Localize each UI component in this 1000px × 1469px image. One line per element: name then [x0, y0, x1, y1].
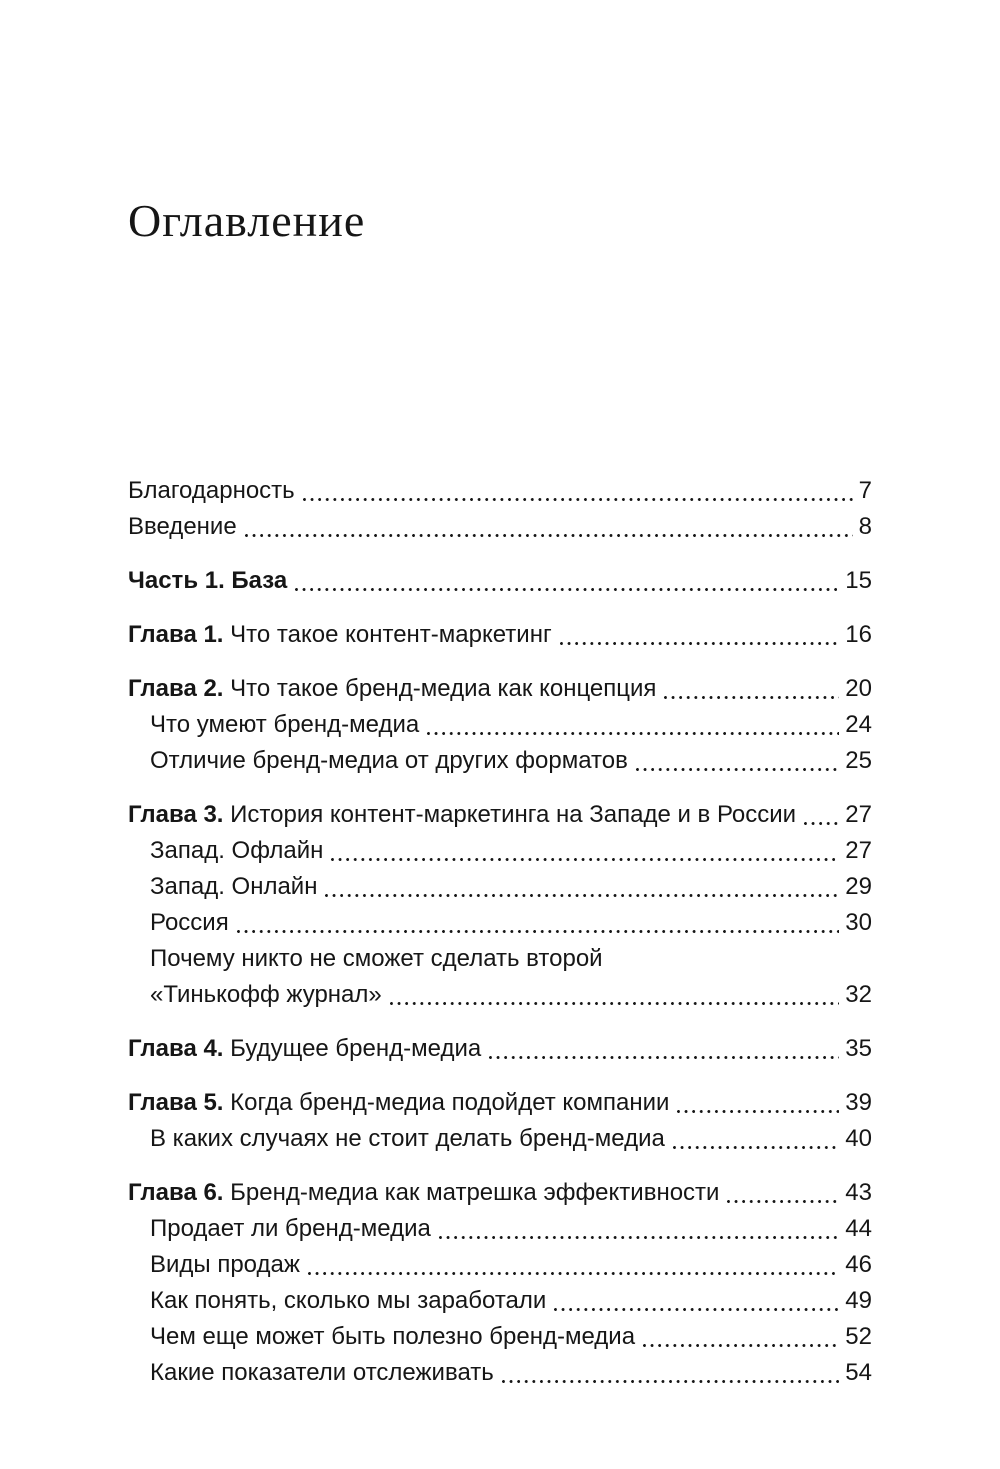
toc-entry-label: Запад. Офлайн [150, 836, 324, 864]
toc-entry-text [128, 473, 295, 509]
toc-entry-label: Что умеют бренд-медиа [150, 710, 420, 738]
dot-leader [673, 1146, 839, 1149]
toc-entry-label: Что такое контент-маркетинг [230, 620, 552, 648]
toc-entry [128, 743, 872, 779]
toc-entry-prefix: Часть 1. База [128, 566, 288, 594]
dot-leader [664, 696, 839, 699]
toc-entry-prefix: Глава 2. [128, 674, 224, 702]
toc-entry [128, 1211, 872, 1247]
toc-entry-label: Чем еще может быть полезно бренд-медиа [150, 1322, 636, 1350]
toc-entry-label: Россия [150, 908, 229, 936]
toc-entry-line [128, 977, 872, 1013]
toc-entry-prefix: Глава 5. [128, 1088, 224, 1116]
dot-leader [237, 930, 840, 933]
toc-entry-prefix: Глава 6. [128, 1178, 224, 1206]
toc-group [128, 1085, 872, 1157]
toc-entry-label: Благодарность [128, 476, 295, 504]
toc-entry-page: 27 [845, 836, 872, 864]
toc-entry-line [128, 1319, 872, 1355]
toc-entry-page: 49 [845, 1286, 872, 1314]
toc-entry-text [150, 905, 229, 941]
dot-leader [636, 768, 839, 771]
toc-entry-text [150, 707, 419, 743]
toc-entry-page: 52 [845, 1322, 872, 1350]
toc-entry-page: 8 [858, 512, 872, 540]
dot-leader [643, 1344, 839, 1347]
toc-entry-text [128, 1085, 669, 1121]
toc-entry-page: 46 [845, 1250, 872, 1278]
toc-group [128, 563, 872, 599]
toc-entry-line [128, 1355, 872, 1391]
toc-entry [128, 707, 872, 743]
dot-leader [727, 1200, 839, 1203]
toc-entry-prefix: Глава 1. [128, 620, 224, 648]
toc-entry [128, 1247, 872, 1283]
dot-leader [245, 534, 853, 537]
toc-entry [128, 1121, 872, 1157]
toc-group [128, 473, 872, 545]
toc-entry-line [128, 1211, 872, 1247]
toc-entry [128, 797, 872, 833]
dot-leader [677, 1110, 839, 1113]
page-title: Оглавление [128, 195, 366, 246]
toc-entry-line [128, 563, 872, 599]
toc-group [128, 671, 872, 779]
toc-entry-text [128, 797, 796, 833]
dot-leader [390, 1002, 840, 1005]
toc-entry-text [128, 617, 552, 653]
toc-entry-text [150, 1355, 494, 1391]
toc-entry [128, 1319, 872, 1355]
dot-leader [560, 642, 840, 645]
toc-entry-page: 7 [858, 476, 872, 504]
toc-entry-line [128, 869, 872, 905]
toc-entry-page: 40 [845, 1124, 872, 1152]
toc-entry [128, 1085, 872, 1121]
toc-entry-text [150, 977, 382, 1013]
toc-entry-text [150, 869, 317, 905]
dot-leader [554, 1308, 839, 1311]
toc-group [128, 797, 872, 1013]
toc-entry-line [128, 833, 872, 869]
toc-entry [128, 509, 872, 545]
toc-entry-prefix: Глава 3. [128, 800, 224, 828]
toc-entry-label: Что такое бренд-медиа как концепция [230, 674, 657, 702]
dot-leader [325, 894, 839, 897]
toc-entry-text [150, 1247, 300, 1283]
toc-entry-line [128, 671, 872, 707]
toc-entry-line [128, 743, 872, 779]
toc-entry-page: 30 [845, 908, 872, 936]
toc-entry-line [128, 1031, 872, 1067]
toc-entry [128, 473, 872, 509]
dot-leader [295, 588, 839, 591]
toc-entry-page: 20 [845, 674, 872, 702]
toc-entry-line [128, 1175, 872, 1211]
toc-entry-label: История контент-маркетинга на Западе и в России [230, 800, 797, 828]
toc-entry [128, 1031, 872, 1067]
toc-entry-label: В каких случаях не стоит делать бренд-медиа [150, 1124, 665, 1152]
dot-leader [439, 1236, 839, 1239]
toc-entry-label: Продает ли бренд-медиа [150, 1214, 431, 1242]
toc-group [128, 617, 872, 653]
toc-entry [128, 1283, 872, 1319]
toc-entry-page: 29 [845, 872, 872, 900]
toc-entry-label: Будущее бренд-медиа [230, 1034, 482, 1062]
toc-entry-text [150, 1211, 431, 1247]
dot-leader [489, 1056, 839, 1059]
toc-entry-text [128, 1031, 481, 1067]
toc-entry [128, 1355, 872, 1391]
dot-leader [308, 1272, 839, 1275]
toc-entry-label: Почему никто не сможет сделать второй [150, 944, 603, 972]
toc-entry-label: Бренд-медиа как матрешка эффективности [230, 1178, 720, 1206]
toc-entry-page: 39 [845, 1088, 872, 1116]
toc-entry-text [128, 1175, 719, 1211]
toc-entry [128, 671, 872, 707]
toc-entry [128, 563, 872, 599]
toc-entry-line [128, 509, 872, 545]
toc-entry-prefix: Глава 4. [128, 1034, 224, 1062]
toc-entry [128, 869, 872, 905]
dot-leader [804, 822, 839, 825]
toc-entry-page: 54 [845, 1358, 872, 1386]
toc-entry-line [128, 1121, 872, 1157]
toc-entry-text [150, 1319, 635, 1355]
toc-entry-text [150, 1121, 665, 1157]
toc-entry [128, 617, 872, 653]
toc-entry-page: 15 [845, 566, 872, 594]
toc-entry-text [150, 743, 628, 779]
toc-entry-text [128, 671, 656, 707]
toc-entry [128, 833, 872, 869]
toc-entry-page: 27 [845, 800, 872, 828]
toc-entry-text [128, 509, 237, 545]
toc-entry-text [128, 563, 287, 599]
toc-entry-label: Как понять, сколько мы заработали [150, 1286, 547, 1314]
toc-entry-label: Отличие бренд-медиа от других форматов [150, 746, 628, 774]
toc-entry-label: Какие показатели отслеживать [150, 1358, 494, 1386]
toc-entry-line [128, 473, 872, 509]
toc-entry-text [150, 833, 323, 869]
toc-group [128, 1031, 872, 1067]
toc-entry-line [128, 707, 872, 743]
toc-entry-line [128, 1085, 872, 1121]
toc-entry [128, 1175, 872, 1211]
toc-entry-label: Запад. Онлайн [150, 872, 318, 900]
toc-entry-page: 35 [845, 1034, 872, 1062]
toc-entry-line [128, 941, 872, 977]
toc-group [128, 1175, 872, 1391]
toc-entry-text [150, 1283, 546, 1319]
toc-entry-page: 43 [845, 1178, 872, 1206]
toc-entry-page: 44 [845, 1214, 872, 1242]
toc-entry-line [128, 1247, 872, 1283]
toc-entry-label: Когда бренд-медиа подойдет компании [230, 1088, 670, 1116]
toc-entry-label: Введение [128, 512, 237, 540]
dot-leader [331, 858, 839, 861]
toc-entry-line [128, 617, 872, 653]
toc [128, 473, 872, 1391]
toc-entry-page: 16 [845, 620, 872, 648]
toc-entry-page: 32 [845, 980, 872, 1008]
dot-leader [427, 732, 839, 735]
toc-entry [128, 905, 872, 941]
dot-leader [502, 1380, 840, 1383]
toc-entry-page: 25 [845, 746, 872, 774]
toc-entry-line [128, 797, 872, 833]
toc-entry-label: «Тинькофф журнал» [150, 980, 382, 1008]
toc-entry-text [150, 941, 603, 977]
toc-entry-label: Виды продаж [150, 1250, 300, 1278]
toc-entry-page: 24 [845, 710, 872, 738]
toc-entry [128, 941, 872, 1013]
toc-entry-line [128, 1283, 872, 1319]
toc-entry-line [128, 905, 872, 941]
dot-leader [303, 498, 853, 501]
